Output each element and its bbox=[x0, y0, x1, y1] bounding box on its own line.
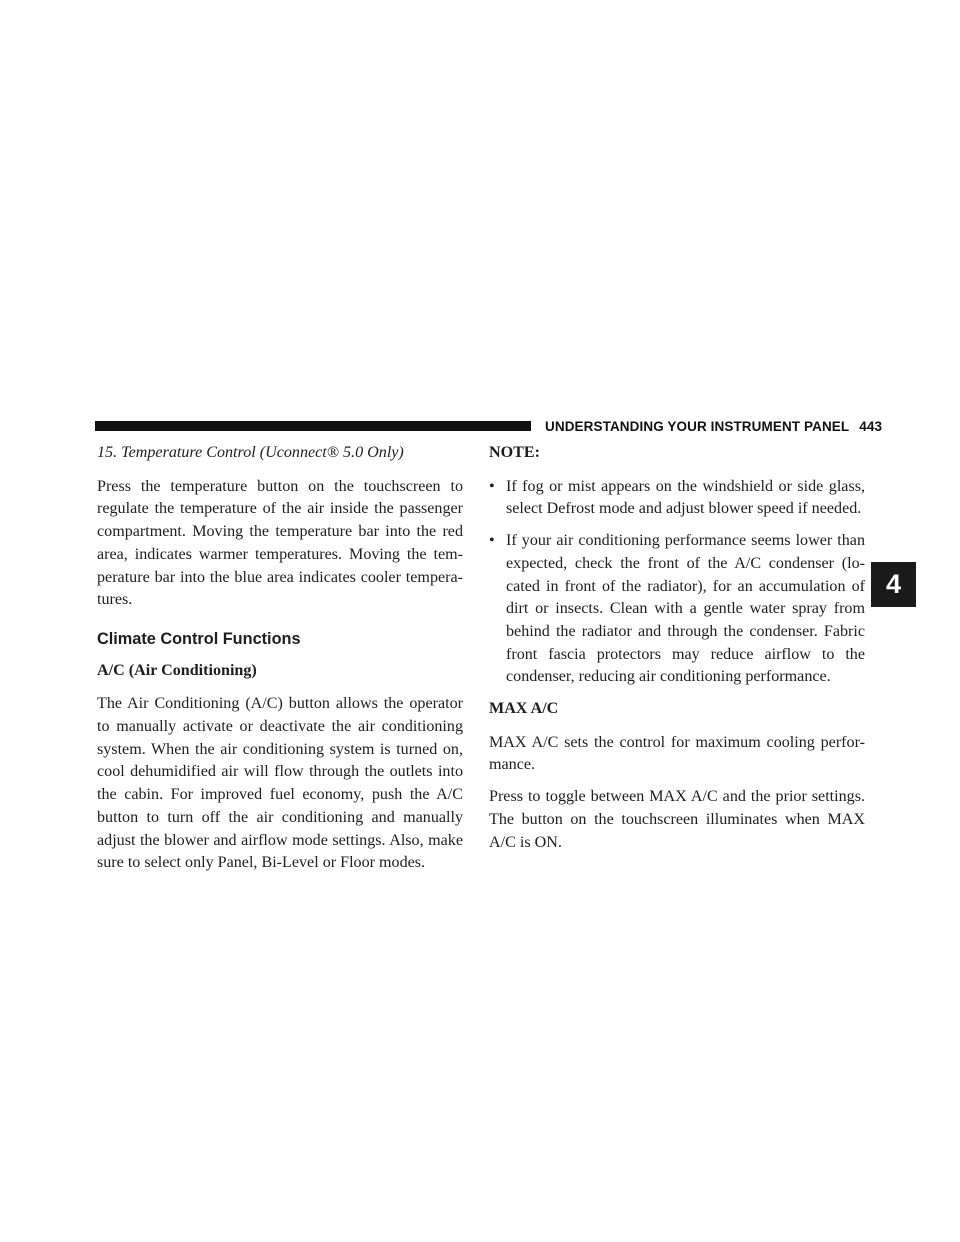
page-number: 443 bbox=[859, 419, 883, 434]
max-ac-heading: MAX A/C bbox=[489, 700, 559, 718]
note-list bbox=[489, 476, 865, 689]
note-label: NOTE: bbox=[489, 444, 540, 461]
note-text: If your air conditioning performance seems lower than expected, check the front of the A/C condenser (lo- cated in front of the radiator), for an accumulation of dirt or insects. Clean with a gentle water spray from behind the radiator and through the condenser. Fabric front fascia protectors may reduce airflow to the condenser, reducing air conditioning performance. bbox=[506, 532, 865, 686]
chapter-tab: 4 bbox=[871, 562, 916, 607]
list-item bbox=[489, 530, 865, 689]
bullet-icon: • bbox=[489, 477, 495, 495]
ac-paragraph: The Air Conditioning (A/C) button allows the operator to manually activate or deactivate the air conditioning system. When the air conditioning system is turned on, cool dehumidified air will flow through the outlets into the cabin. For improved fuel economy, push the A/C button to turn off the air conditioning and manually adjust the blower and airflow mode settings. Also, make sure to select only Panel, Bi-Level or Floor modes. bbox=[97, 695, 463, 872]
section-title: UNDERSTANDING YOUR INSTRUMENT PANEL bbox=[545, 419, 850, 434]
left-column bbox=[97, 442, 463, 884]
note-text: If fog or mist appears on the windshield or side glass, select Defrost mode and adjust blower speed if needed. bbox=[506, 477, 865, 518]
max-ac-toggle-paragraph: Press to toggle between MAX A/C and the prior settings. The button on the touchscreen illuminates when MAX A/C is ON. bbox=[489, 788, 865, 851]
right-column bbox=[489, 442, 865, 863]
header-rule bbox=[95, 421, 531, 431]
temperature-paragraph: Press the temperature button on the touchscreen to regulate the temperature of the air inside the passenger compartment. Moving the temperature bar into the red area, indicates warmer temperatures. Moving the tem- perature bar into the blue area indicates cooler tempera- tures. bbox=[97, 477, 463, 609]
ac-heading: A/C (Air Conditioning) bbox=[97, 661, 257, 679]
bullet-icon: • bbox=[489, 532, 495, 550]
running-header bbox=[545, 419, 883, 434]
max-ac-paragraph: MAX A/C sets the control for maximum cooling perfor- mance. bbox=[489, 733, 865, 774]
section-heading: Climate Control Functions bbox=[97, 629, 301, 648]
list-item bbox=[489, 476, 865, 521]
item-heading: 15. Temperature Control (Uconnect® 5.0 Only) bbox=[97, 444, 404, 461]
